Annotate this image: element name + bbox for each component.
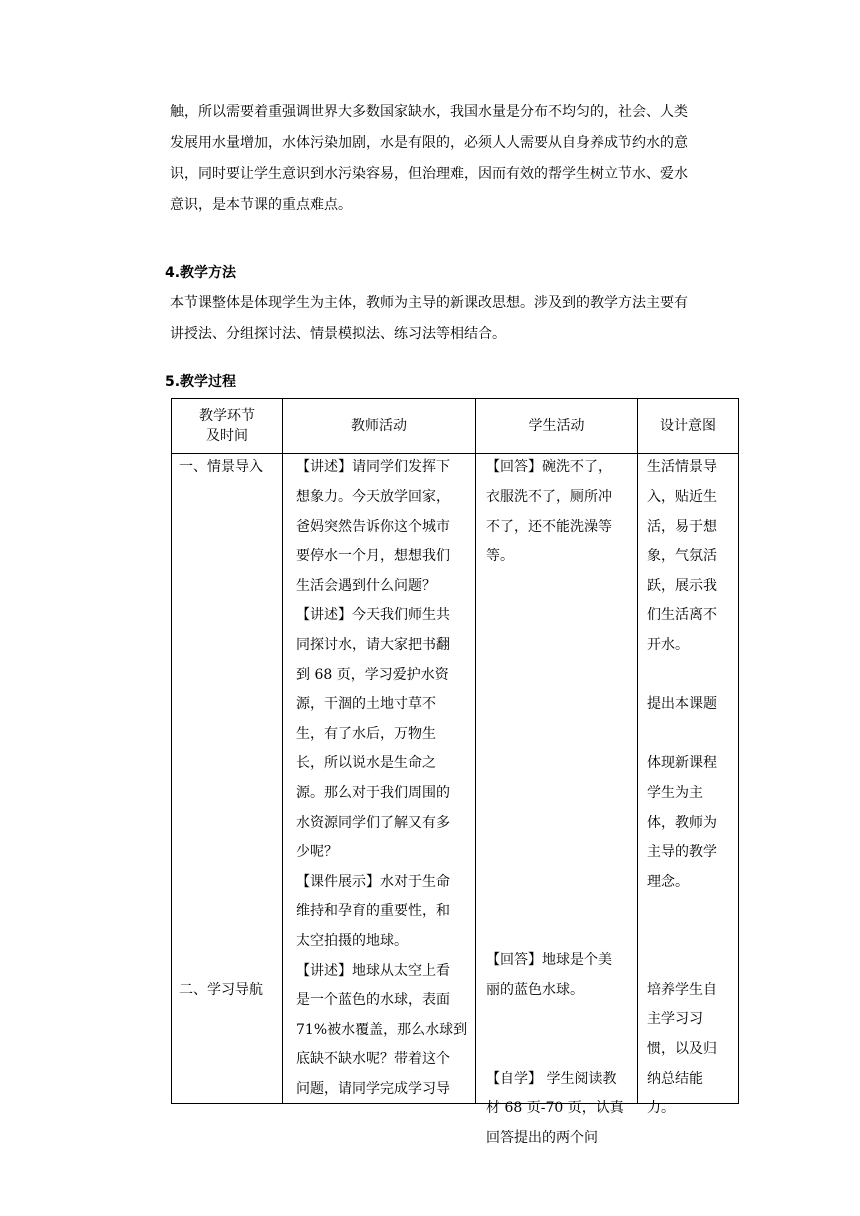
teacher-line: 【讲述】今天我们师生共 xyxy=(296,607,450,623)
teacher-activity-cell xyxy=(283,454,476,1104)
intent-line: 体现新课程 xyxy=(647,755,717,771)
intent-line: 跃，展示我 xyxy=(647,578,717,594)
stage-label: 一、情景导入 xyxy=(179,459,263,475)
intent-line: 提出本课题 xyxy=(647,696,717,712)
teacher-line: 是一个蓝色的水球，表面 xyxy=(296,992,450,1008)
table-header-row xyxy=(172,399,739,454)
intent-line: 象，气氛活 xyxy=(647,548,717,564)
student-activity-cell xyxy=(476,454,638,1146)
student-line: 【回答】碗洗不了， xyxy=(486,459,612,475)
header-teacher-activity: 教师活动 xyxy=(283,399,476,454)
design-intent-cell xyxy=(638,454,739,1116)
header-stage xyxy=(172,399,283,454)
section-4-heading: 4.教学方法 xyxy=(165,265,237,281)
intent-line: 生活情景导 xyxy=(647,459,717,475)
teacher-line: 【讲述】请同学们发挥下 xyxy=(296,459,450,475)
student-line: 等。 xyxy=(486,548,514,564)
teacher-line: 【讲述】地球从太空上看 xyxy=(296,963,450,979)
intro-line: 触，所以需要着重强调世界大多数国家缺水，我国水量是分布不均匀的，社会、人类 xyxy=(170,104,688,120)
table-row xyxy=(172,454,739,1104)
student-line: 回答提出的两个问 xyxy=(486,1130,598,1146)
teacher-line: 源。那么对于我们周围的 xyxy=(296,785,450,801)
teacher-line: 长，所以说水是生命之 xyxy=(296,755,436,771)
header-stage-line: 及时间 xyxy=(206,428,248,444)
intent-line: 体，教师为 xyxy=(647,815,717,831)
teacher-line: 底缺不缺水呢？带着这个 xyxy=(296,1051,450,1067)
teacher-line: 太空拍摄的地球。 xyxy=(296,933,408,949)
intro-line: 识，同时要让学生意识到水污染容易，但治理难，因而有效的帮学生树立节水、爱水 xyxy=(170,166,688,182)
intent-line: 学生为主 xyxy=(647,785,703,801)
teacher-line: 爸妈突然告诉你这个城市 xyxy=(296,519,450,535)
student-line: 不了，还不能洗澡等 xyxy=(486,519,612,535)
teaching-process-table xyxy=(171,398,739,1146)
teacher-line: 71%被水覆盖，那么水球到 xyxy=(296,1022,468,1038)
intro-line: 意识，是本节课的重点难点。 xyxy=(170,197,352,213)
stage-cell xyxy=(172,454,283,1104)
intent-line: 理念。 xyxy=(647,874,689,890)
student-line: 【自学】 学生阅读教 xyxy=(486,1071,617,1087)
header-student-activity: 学生活动 xyxy=(476,399,638,454)
teacher-line: 生活会遇到什么问题？ xyxy=(296,578,436,594)
student-line: 【回答】地球是个美 xyxy=(486,952,612,968)
intent-line: 们生活离不 xyxy=(647,607,717,623)
stage-label: 二、学习导航 xyxy=(179,982,263,998)
intent-line: 入，贴近生 xyxy=(647,489,717,505)
section-4-line: 讲授法、分组探讨法、情景模拟法、练习法等相结合。 xyxy=(170,326,506,342)
intent-line: 惯，以及归 xyxy=(647,1041,717,1057)
section-4-line: 本节课整体是体现学生为主体，教师为主导的新课改思想。涉及到的教学方法主要有 xyxy=(170,295,688,311)
teacher-line: 要停水一个月，想想我们 xyxy=(296,548,450,564)
teacher-line: 问题，请同学完成学习导 xyxy=(296,1081,450,1097)
intro-paragraph xyxy=(170,97,732,221)
section-4-paragraph xyxy=(170,288,732,350)
teacher-line: 【课件展示】水对于生命 xyxy=(296,874,450,890)
intent-line: 纳总结能 xyxy=(647,1071,703,1087)
intent-line: 开水。 xyxy=(647,637,689,653)
teacher-line: 维持和孕育的重要性，和 xyxy=(296,903,450,919)
student-line: 材 68 页-70 页，认真 xyxy=(486,1100,624,1116)
intent-line: 培养学生自 xyxy=(647,982,717,998)
section-5-heading: 5.教学过程 xyxy=(165,374,237,390)
intent-line: 活，易于想 xyxy=(647,519,717,535)
teacher-line: 生，有了水后，万物生 xyxy=(296,726,436,742)
intent-line: 主导的教学 xyxy=(647,844,717,860)
teacher-line: 源，干涸的土地寸草不 xyxy=(296,696,436,712)
teacher-line: 想象力。今天放学回家， xyxy=(296,489,450,505)
teacher-line: 同探讨水，请大家把书翻 xyxy=(296,637,450,653)
student-line: 衣服洗不了，厕所冲 xyxy=(486,489,612,505)
student-line: 丽的蓝色水球。 xyxy=(486,982,584,998)
header-stage-line: 教学环节 xyxy=(199,408,255,424)
intent-line: 主学习习 xyxy=(647,1011,703,1027)
teacher-line: 到 68 页，学习爱护水资 xyxy=(296,667,449,683)
teacher-line: 少呢？ xyxy=(296,844,338,860)
header-design-intent: 设计意图 xyxy=(638,399,739,454)
intro-line: 发展用水量增加，水体污染加剧，水是有限的，必须人人需要从自身养成节约水的意 xyxy=(170,135,688,151)
teacher-line: 水资源同学们了解又有多 xyxy=(296,815,450,831)
intent-line: 力。 xyxy=(647,1100,675,1116)
